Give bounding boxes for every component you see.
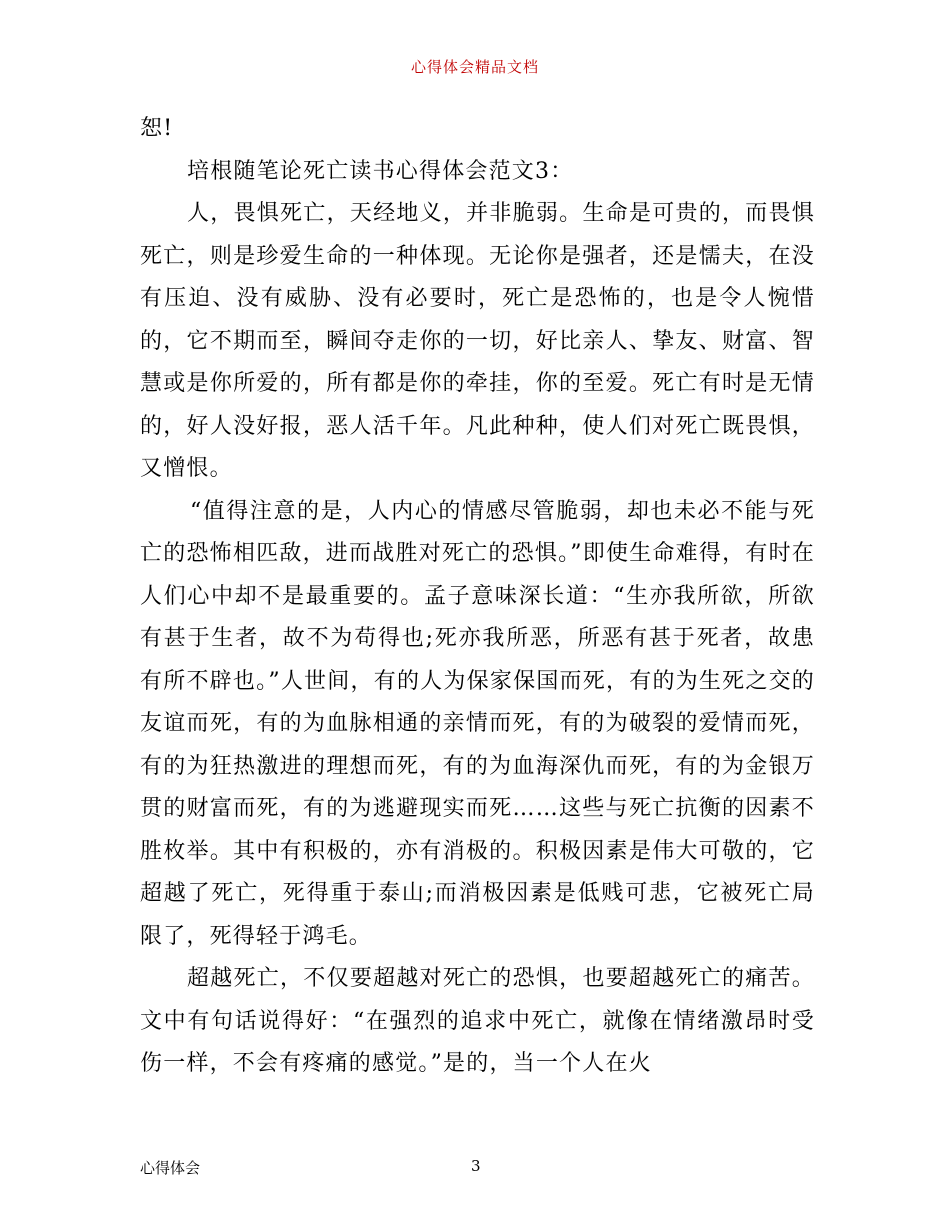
footer-label: 心得体会	[140, 1159, 201, 1177]
paragraph: “值得注意的是，人内心的情感尽管脆弱，却也未必不能与死亡的恐怖相匹敌，进而战胜对死亡的恐惧。”即使生命难得，有时在人们心中却不是最重要的。孟子意味深长道：“生亦我所欲，所欲有甚于生者，故不为苟得也;死亦我所恶，所恶有甚于死者，故患有所不辟也。”人世间，有的人为保家保国而死，有的为生死之交的友谊而死，有的为血脉相通的亲情而死，有的为破裂的爱情而死，有的为狂热激进的理想而死，有的为血海深仇而死，有的为金银万贯的财富而死，有的为逃避现实而死……这些与死亡抗衡的因素不胜枚举。其中有积极的，亦有消极的。积极因素是伟大可敬的，它超越了死亡，死得重于泰山;而消极因素是低贱可悲，它被死亡局限了，死得轻于鸿毛。	[140, 498, 815, 949]
document-header-title: 心得体会精品文档	[410, 58, 539, 76]
page-number: 3	[471, 1157, 481, 1175]
paragraph-continuation: 恕!	[140, 116, 174, 141]
paragraph: 超越死亡，不仅要超越对死亡的恐惧，也要超越死亡的痛苦。文中有句话说得好：“在强烈的追求中死亡，就像在情绪激昂时受伤一样，不会有疼痛的感觉。”是的，当一个人在火	[140, 966, 815, 1076]
document-body	[140, 108, 815, 1086]
section-heading: 培根随笔论死亡读书心得体会范文3：	[187, 158, 574, 184]
paragraph: 人，畏惧死亡，天经地义，并非脆弱。生命是可贵的，而畏惧死亡，则是珍爱生命的一种体现。无论你是强者，还是懦夫，在没有压迫、没有威胁、没有必要时，死亡是恐怖的，也是令人惋惜的，它不期而至，瞬间夺走你的一切，好比亲人、挚友、财富、智慧或是你所爱的，所有都是你的牵挂，你的至爱。死亡有时是无情的，好人没好报，恶人活千年。凡此种种，使人们对死亡既畏惧，又憎恨。	[140, 201, 815, 481]
